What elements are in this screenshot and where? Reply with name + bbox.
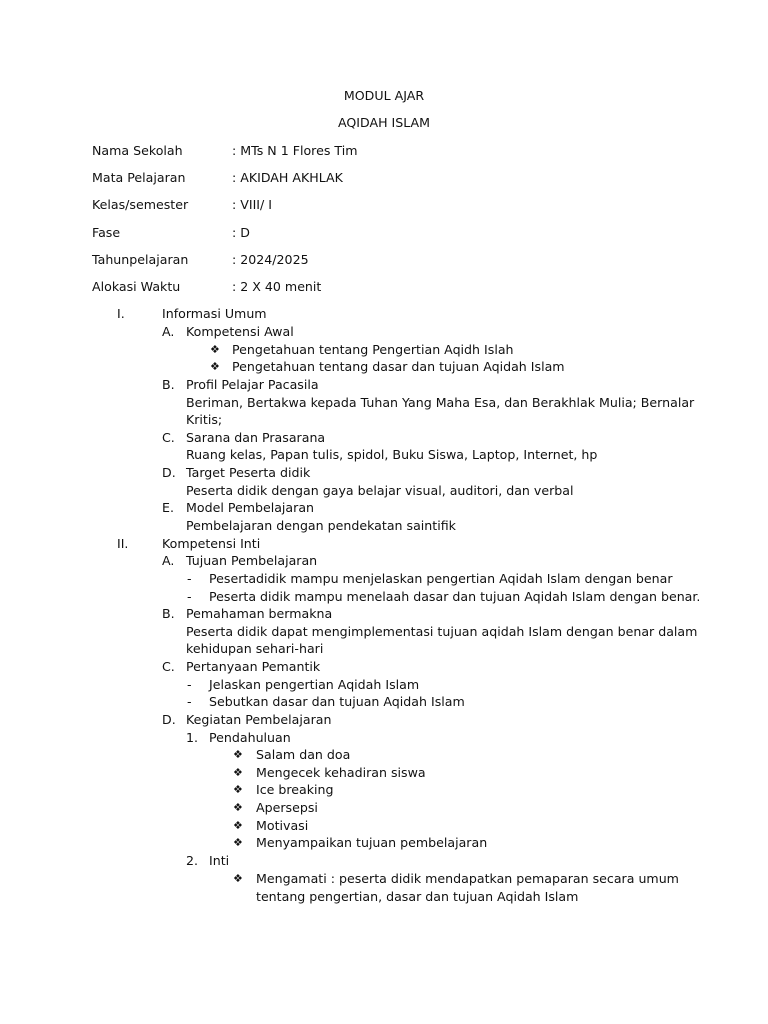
list-item-continuation: tentang pengertian, dasar dan tujuan Aqidah Islam xyxy=(256,889,579,904)
subsection-letter: C. xyxy=(162,659,175,674)
info-value: : VIII/ I xyxy=(232,197,272,212)
list-item: Motivasi xyxy=(256,818,309,833)
subsection-letter: B. xyxy=(162,606,175,621)
doc-subtitle: AQIDAH ISLAM xyxy=(337,115,431,130)
diamond-bullet-icon: ❖ xyxy=(233,748,243,761)
paragraph-line: Kritis; xyxy=(186,412,223,427)
info-label: Alokasi Waktu xyxy=(92,279,181,294)
subsection-letter: A. xyxy=(162,324,175,339)
dash-bullet: - xyxy=(187,571,192,586)
diamond-bullet-icon: ❖ xyxy=(233,766,243,779)
paragraph-line: kehidupan sehari-hari xyxy=(186,641,324,656)
subsection-letter: A. xyxy=(162,553,175,568)
info-value: : MTs N 1 Flores Tim xyxy=(232,143,358,158)
diamond-bullet-icon: ❖ xyxy=(233,872,243,885)
list-item: Mengamati : peserta didik mendapatkan pemaparan secara umum xyxy=(256,871,679,886)
paragraph-line: Pembelajaran dengan pendekatan saintifik xyxy=(186,518,456,533)
step-title: Pendahuluan xyxy=(209,730,291,745)
dash-bullet: - xyxy=(187,694,192,709)
subsection-letter: C. xyxy=(162,430,175,445)
info-value: : AKIDAH AKHLAK xyxy=(232,170,343,185)
subsection-letter: B. xyxy=(162,377,175,392)
info-label: Kelas/semester xyxy=(92,197,189,212)
subsection-title: Kegiatan Pembelajaran xyxy=(186,712,332,727)
info-label: Nama Sekolah xyxy=(92,143,183,158)
list-item: Pesertadidik mampu menjelaskan pengertian Aqidah Islam dengan benar xyxy=(209,571,673,586)
section-title: Kompetensi Inti xyxy=(162,536,261,551)
subsection-title: Pertanyaan Pemantik xyxy=(186,659,321,674)
paragraph-line: Peserta didik dapat mengimplementasi tujuan aqidah Islam dengan benar dalam xyxy=(186,624,698,639)
list-item: Pengetahuan tentang Pengertian Aqidh Islah xyxy=(232,342,514,357)
subsection-letter: D. xyxy=(162,465,176,480)
info-label: Tahunpelajaran xyxy=(92,252,189,267)
subsection-title: Tujuan Pembelajaran xyxy=(186,553,318,568)
step-number: 2. xyxy=(186,853,199,868)
subsection-title: Kompetensi Awal xyxy=(186,324,294,339)
list-item: Pengetahuan tentang dasar dan tujuan Aqidah Islam xyxy=(232,359,565,374)
diamond-bullet-icon: ❖ xyxy=(233,783,243,796)
subsection-title: Sarana dan Prasarana xyxy=(186,430,326,445)
section-title: Informasi Umum xyxy=(162,306,267,321)
subsection-title: Profil Pelajar Pacasila xyxy=(186,377,319,392)
list-item: Salam dan doa xyxy=(256,747,351,762)
step-number: 1. xyxy=(186,730,199,745)
list-item: Sebutkan dasar dan tujuan Aqidah Islam xyxy=(209,694,465,709)
diamond-bullet-icon: ❖ xyxy=(233,836,243,849)
paragraph-line: Beriman, Bertakwa kepada Tuhan Yang Maha Esa, dan Berakhlak Mulia; Bernalar xyxy=(186,395,695,410)
step-title: Inti xyxy=(209,853,230,868)
diamond-bullet-icon: ❖ xyxy=(233,801,243,814)
diamond-bullet-icon: ❖ xyxy=(233,819,243,832)
info-label: Mata Pelajaran xyxy=(92,170,186,185)
diamond-bullet-icon: ❖ xyxy=(210,360,220,373)
list-item: Menyampaikan tujuan pembelajaran xyxy=(256,835,488,850)
subsection-letter: E. xyxy=(162,500,174,515)
list-item: Apersepsi xyxy=(256,800,318,815)
dash-bullet: - xyxy=(187,677,192,692)
section-number: I. xyxy=(117,306,125,321)
subsection-title: Pemahaman bermakna xyxy=(186,606,333,621)
info-value: : D xyxy=(232,225,250,240)
subsection-title: Model Pembelajaran xyxy=(186,500,315,515)
doc-title: MODUL AJAR xyxy=(343,88,425,103)
info-value: : 2 X 40 menit xyxy=(232,279,322,294)
dash-bullet: - xyxy=(187,589,192,604)
subsection-title: Target Peserta didik xyxy=(186,465,311,480)
paragraph-line: Ruang kelas, Papan tulis, spidol, Buku Siswa, Laptop, Internet, hp xyxy=(186,447,598,462)
subsection-letter: D. xyxy=(162,712,176,727)
paragraph-line: Peserta didik dengan gaya belajar visual, auditori, dan verbal xyxy=(186,483,574,498)
list-item: Peserta didik mampu menelaah dasar dan tujuan Aqidah Islam dengan benar. xyxy=(209,589,701,604)
list-item: Jelaskan pengertian Aqidah Islam xyxy=(209,677,420,692)
list-item: Mengecek kehadiran siswa xyxy=(256,765,426,780)
info-value: : 2024/2025 xyxy=(232,252,309,267)
diamond-bullet-icon: ❖ xyxy=(210,343,220,356)
list-item: Ice breaking xyxy=(256,782,334,797)
section-number: II. xyxy=(117,536,129,551)
info-label: Fase xyxy=(92,225,121,240)
